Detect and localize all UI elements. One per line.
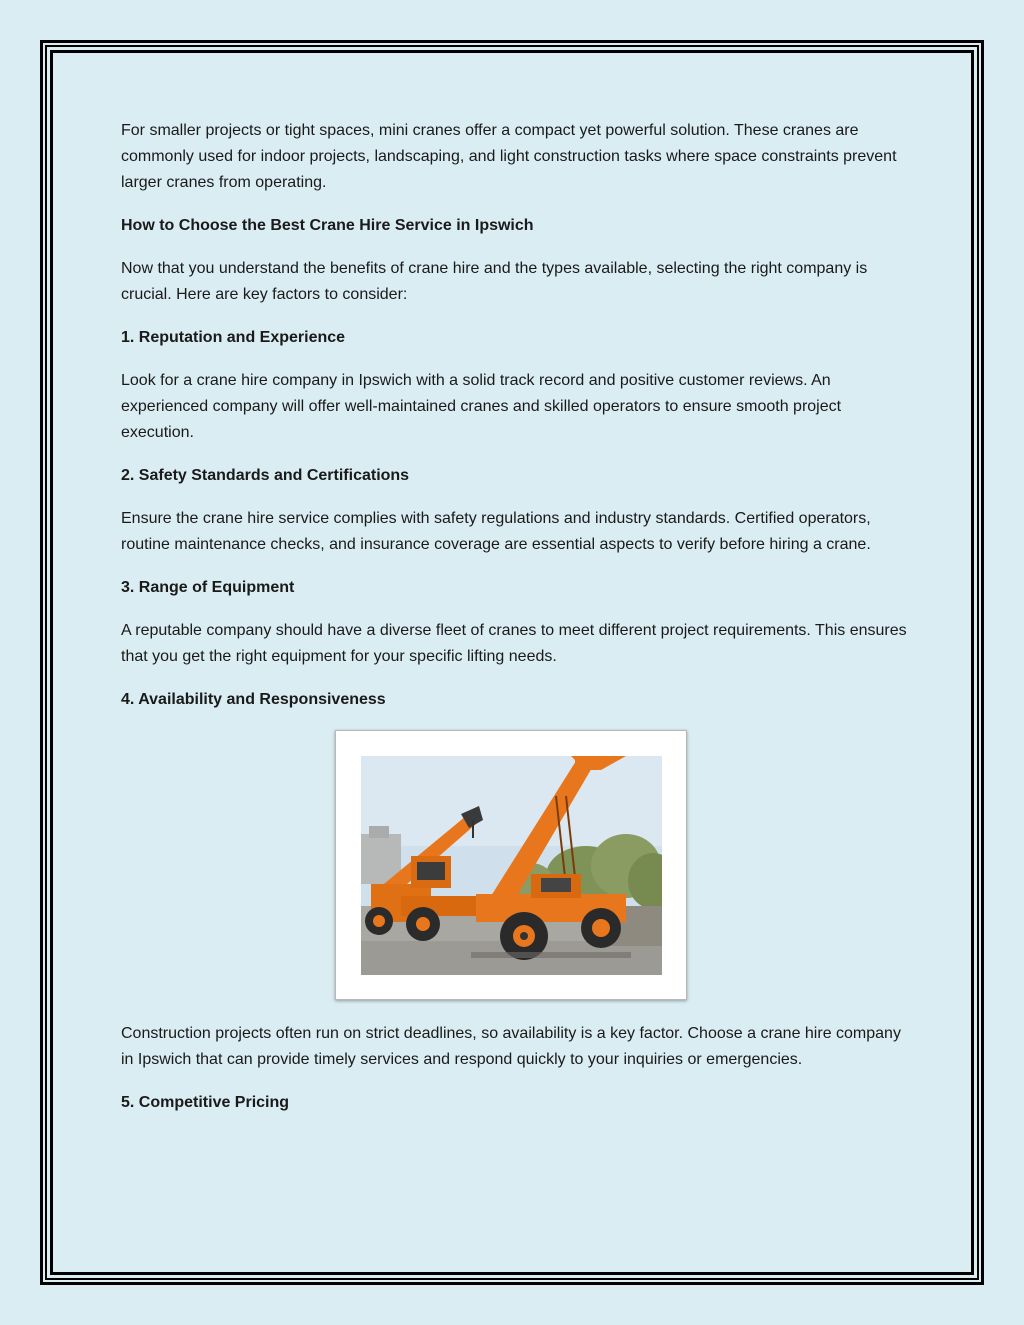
heading-availability: 4. Availability and Responsiveness [121,691,386,708]
heading-pricing: 5. Competitive Pricing [121,1094,290,1111]
heading-safety: 2. Safety Standards and Certifications [121,467,410,484]
heading-choose-crane-hire: How to Choose the Best Crane Hire Service in Ipswich [121,217,534,234]
paragraph-safety: Ensure the crane hire service complies with safety regulations and industry standards. Certified operators, routine maintenance checks, and insurance coverage are essential aspects to verify before hiring a crane. [121,510,871,553]
paragraph-mini-cranes: For smaller projects or tight spaces, mini cranes offer a compact yet powerful solution. These cranes are commonly used for indoor projects, landscaping, and light construction tasks where space constraints prevent larger cranes from operating. [121,122,897,191]
document-body [121,118,911,1133]
heading-equipment: 3. Range of Equipment [121,579,295,596]
paragraph-intro: Now that you understand the benefits of crane hire and the types available, selecting the right company is crucial. Here are key factors to consider: [121,260,868,303]
heading-reputation: 1. Reputation and Experience [121,329,346,346]
crane-photo-frame [335,730,687,1000]
crane-illustration [361,756,662,975]
paragraph-reputation: Look for a crane hire company in Ipswich with a solid track record and positive customer reviews. An experienced company will offer well-maintained cranes and skilled operators to ensure smooth project execution. [121,372,842,441]
crane-photo [361,756,662,975]
paragraph-availability: Construction projects often run on strict deadlines, so availability is a key factor. Choose a crane hire company in Ipswich that can provide timely services and respond quickly to your inquiries or emergencies. [121,1025,901,1068]
paragraph-equipment: A reputable company should have a diverse fleet of cranes to meet different project requirements. This ensures that you get the right equipment for your specific lifting needs. [121,622,907,665]
